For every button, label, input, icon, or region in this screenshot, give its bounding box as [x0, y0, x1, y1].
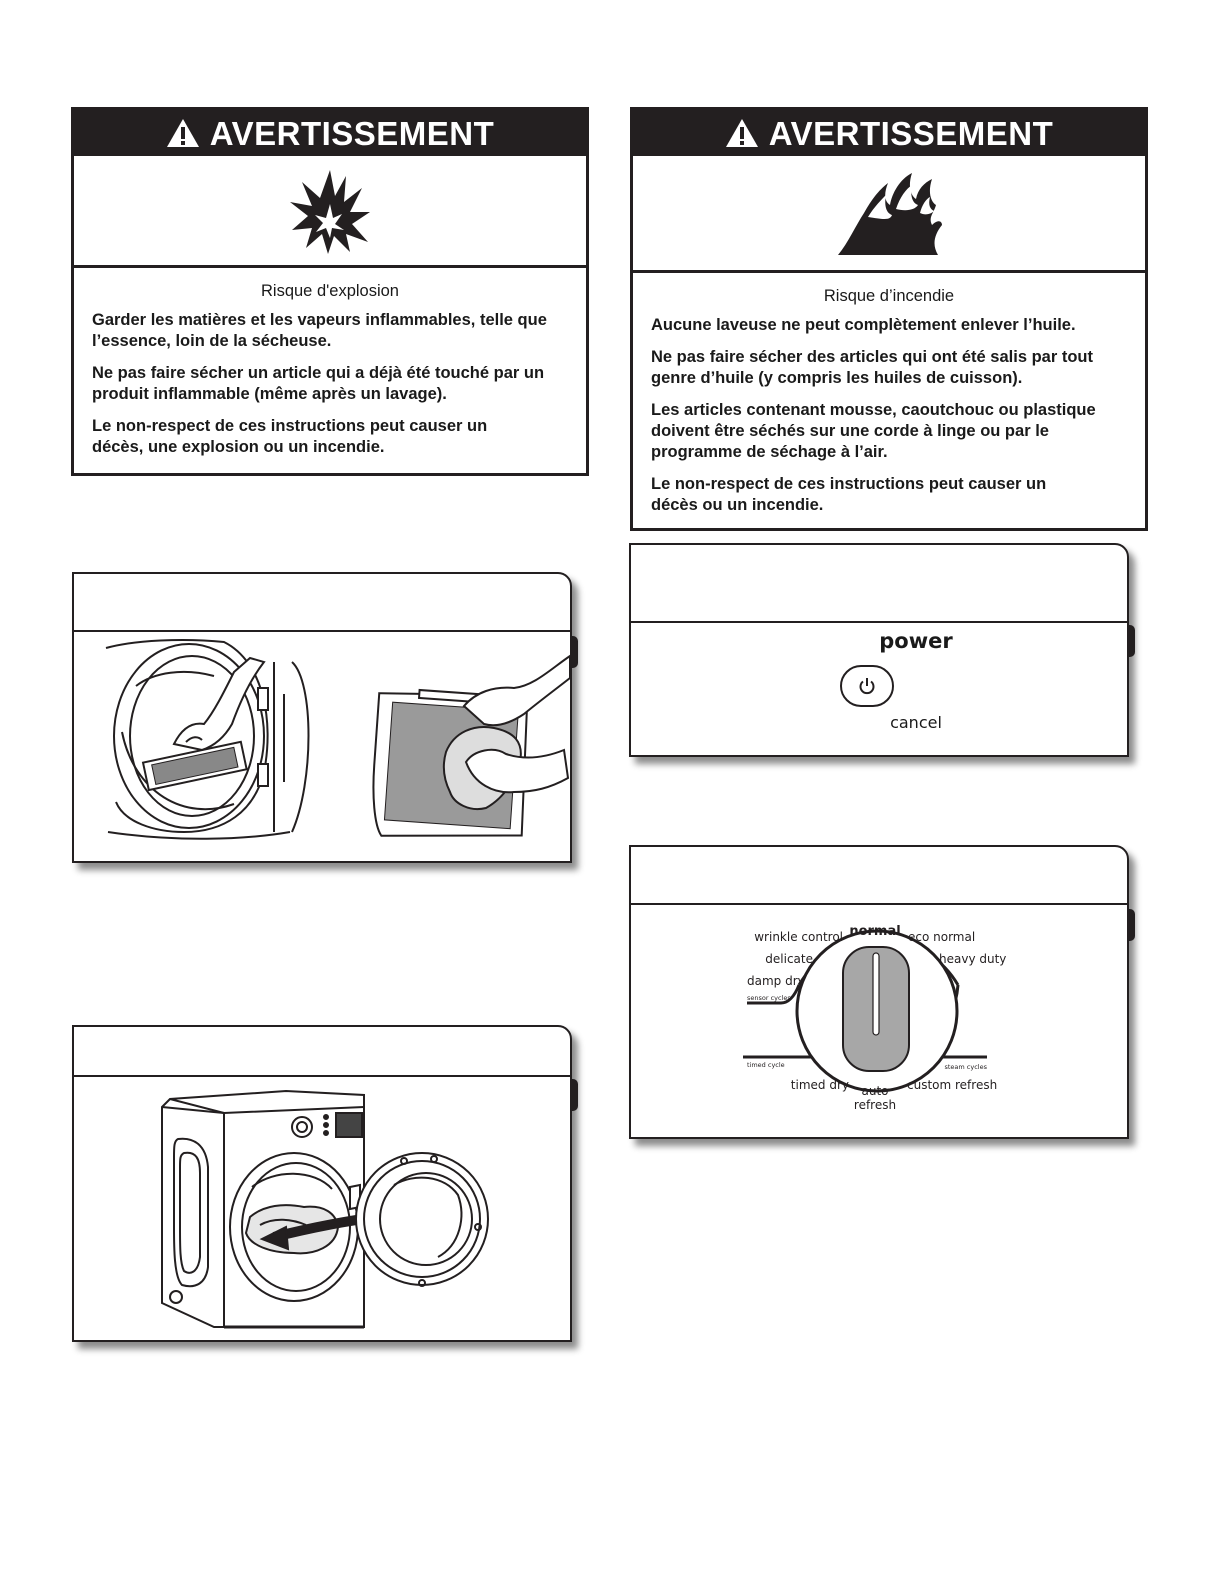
cycle-label-sensor-cycles: sensor cycles [747, 994, 791, 1002]
warning-paragraph: Ne pas faire sécher un article qui a déjà été touché par un produit inflammable (même après un lavage). [92, 364, 545, 403]
warning-header [633, 110, 1145, 156]
power-button[interactable] [840, 665, 894, 707]
cycle-label-steam-cycles: steam cycles [944, 1063, 987, 1071]
cycle-label-refresh[interactable]: refresh [853, 1098, 897, 1112]
cycle-label-auto[interactable]: auto [861, 1084, 889, 1098]
cycle-label-timed-dry[interactable]: timed dry [790, 1078, 849, 1092]
warning-heading: Risque d'explosion [261, 282, 399, 300]
cycle-dial-panel [629, 845, 1129, 1139]
cycle-label-timed-cycle: timed cycle [747, 1061, 785, 1069]
warning-title: AVERTISSEMENT [209, 114, 495, 152]
cycle-label-wrinkle-control[interactable]: wrinkle control [754, 930, 843, 944]
fire-warning-box [630, 107, 1148, 531]
cycle-label-damp-dry[interactable]: damp dry [747, 974, 805, 988]
warning-triangle-icon [725, 118, 759, 148]
panel-tab [571, 636, 578, 668]
warning-paragraph: Ne pas faire sécher des articles qui ont été salis par tout genre d’huile (y compris les huiles de cuisson). [651, 348, 1093, 387]
dryer-loading-illustration [74, 1077, 570, 1340]
cycle-label-delicate[interactable]: delicate [765, 952, 813, 966]
panel-header [74, 1027, 570, 1077]
lint-filter-panel [72, 572, 572, 863]
warning-paragraph: Le non-respect de ces instructions peut causer un décès, une explosion ou un incendie. [92, 417, 488, 456]
cycle-label-eco-normal[interactable]: eco normal [908, 930, 976, 944]
warning-header [74, 110, 586, 156]
cycle-label-normal[interactable]: normal [849, 924, 901, 939]
warning-triangle-icon [166, 118, 200, 148]
cycle-label-custom-refresh[interactable]: custom refresh [907, 1078, 998, 1092]
fire-icon [834, 169, 944, 257]
explosion-warning-box [71, 107, 589, 476]
cycle-label-heavy-duty[interactable]: heavy duty [939, 952, 1007, 966]
warning-icon-row [74, 156, 586, 268]
power-panel [629, 543, 1129, 757]
load-dryer-panel [72, 1025, 572, 1342]
warning-paragraph: Le non-respect de ces instructions peut causer un décès ou un incendie. [651, 475, 1047, 514]
panel-tab [1128, 909, 1135, 941]
power-label: power [879, 629, 953, 653]
cancel-label: cancel [890, 713, 942, 732]
panel-header [631, 545, 1127, 623]
warning-body [74, 268, 586, 477]
warning-body [633, 273, 1145, 535]
cycle-selector-dial[interactable] [631, 905, 1127, 1137]
panel-header [631, 847, 1127, 905]
warning-title: AVERTISSEMENT [768, 114, 1054, 152]
warning-icon-row [633, 156, 1145, 273]
panel-header [74, 574, 570, 632]
power-icon [858, 677, 876, 695]
warning-paragraph: Les articles contenant mousse, caoutchouc ou plastique doivent être séchés sur une corde à linge ou par le programme de séchage à l’air. [651, 401, 1096, 461]
panel-tab [1128, 625, 1135, 657]
warning-heading: Risque d’incendie [823, 287, 955, 305]
warning-paragraph: Garder les matières et les vapeurs inflammables, telle que l’essence, loin de la sécheuse. [92, 311, 547, 350]
panel-tab [571, 1079, 578, 1111]
warning-paragraph: Aucune laveuse ne peut complètement enlever l’huile. [651, 316, 1076, 334]
explosion-icon [288, 168, 372, 254]
lint-filter-illustration [74, 632, 570, 861]
